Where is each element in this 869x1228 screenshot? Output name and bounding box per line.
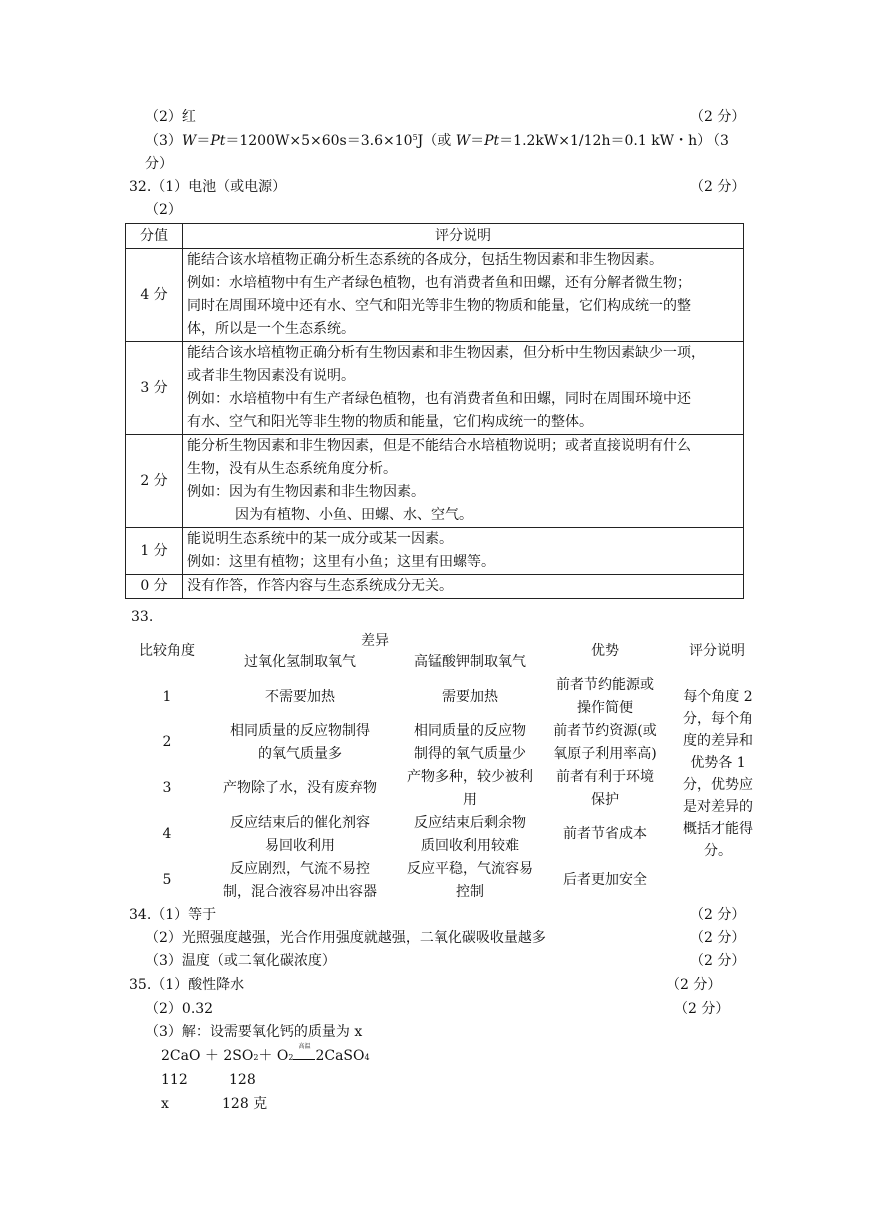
rubric-points: 4 分 — [126, 249, 183, 342]
q33-scoring-note — [675, 686, 761, 862]
kmno4-line: 相同质量的反应物 — [414, 723, 526, 739]
eq-reactants: 2CaO ＋ 2SO — [161, 1048, 254, 1064]
note-line: 是对差异的 — [683, 799, 753, 815]
q35-mass-cao: 112 — [161, 1072, 188, 1088]
desc-line: 有水、空气和阳光等非生物的物质和能量，它们构成统一的整体。 — [187, 414, 593, 430]
q32-part2-label: （2） — [145, 202, 182, 218]
note-line: 优势各 1 — [690, 755, 746, 771]
rubric-points: 3 分 — [126, 342, 183, 435]
q33-header-kmno4: 高锰酸钾制取氧气 — [414, 654, 526, 670]
kmno4-line: 制得的氧气质量少 — [414, 746, 526, 762]
rubric-row — [126, 435, 744, 528]
q33-row-kmno4 — [395, 766, 545, 812]
rubric-desc — [183, 342, 744, 435]
eq-arrow — [293, 1043, 315, 1060]
var-w-2: W — [455, 133, 471, 149]
desc-line: 体，所以是一个生态系统。 — [187, 321, 355, 337]
eq-o: ＋ O — [258, 1048, 289, 1064]
q35-part1: 35.（1）酸性降水 — [129, 977, 245, 993]
q35-x: x — [161, 1096, 169, 1112]
note-line: 概括才能得 — [683, 821, 753, 837]
h2o2-line: 的氧气质量多 — [258, 746, 342, 762]
rubric-row — [126, 342, 744, 435]
q31-part2-score: （2 分） — [690, 109, 746, 125]
rubric-header-row — [126, 224, 744, 249]
eq-product: 2CaSO — [315, 1048, 365, 1064]
note-line: 度的差异和 — [683, 733, 753, 749]
q35-x-mass: 128 克 — [222, 1096, 268, 1112]
rubric-points: 2 分 — [126, 435, 183, 528]
desc-line: 能分析生物因素和非生物因素，但是不能结合水培植物说明；或者直接说明有什么 — [187, 438, 691, 454]
desc-line: 能说明生态系统中的某一成分或某一因素。 — [187, 531, 453, 547]
q31-part2: （2）红 — [145, 109, 196, 125]
desc-line: 例如：水培植物中有生产者绿色植物，也有消费者鱼和田螺，同时在周围环境中还 — [187, 391, 691, 407]
q34-part1-score: （2 分） — [690, 907, 746, 923]
q33-row-advantage: 前者节省成本 — [563, 826, 647, 842]
desc-line: 生物，没有从生态系统角度分析。 — [187, 461, 397, 477]
h2o2-line: 制，混合液容易冲出容器 — [223, 884, 377, 900]
q33-row-h2o2 — [205, 858, 395, 904]
q33-row-kmno4 — [392, 858, 548, 904]
note-line: 分。 — [704, 843, 732, 859]
rubric-desc — [183, 528, 744, 575]
eq-condition: 高温 — [298, 1043, 311, 1050]
adv-line: 操作简便 — [577, 700, 633, 716]
h2o2-line: 易回收利用 — [265, 838, 335, 854]
q33-row-advantage — [540, 674, 670, 720]
kmno4-line: 产物多种，较少被利 — [407, 769, 533, 785]
q33-header-diff: 差异 — [361, 633, 389, 649]
desc-line: 或者非生物因素没有说明。 — [187, 368, 355, 384]
q33-row-advantage — [540, 720, 670, 766]
q34-part1: 34.（1）等于 — [129, 907, 217, 923]
desc-line: 例如：这里有植物；这里有小鱼；这里有田螺等。 — [187, 554, 495, 570]
q35-part3: （3）解：设需要氧化钙的质量为 x — [145, 1024, 363, 1040]
adv-line: 保护 — [591, 792, 619, 808]
eq-sub: 2 — [253, 1053, 259, 1062]
adv-line: 前者节约能源或 — [556, 677, 654, 693]
calc-2: ＝1.2kW×1/12h＝0.1 kW・h） — [499, 133, 712, 149]
header-desc: 评分说明 — [183, 224, 744, 249]
q35-part1-score: （2 分） — [666, 977, 722, 993]
adv-line: 前者有利于环境 — [556, 769, 654, 785]
q31-label: （3） — [145, 133, 182, 149]
var-pt-2: Pt — [484, 133, 500, 149]
q34-part3-score: （2 分） — [690, 953, 746, 969]
q31-part3-score-b: 分） — [145, 156, 173, 172]
q35-part2: （2）0.32 — [145, 1001, 214, 1017]
desc-line: 同时在周围环境中还有水、空气和阳光等非生物的物质和能量，它们构成统一的整 — [187, 298, 691, 314]
q35-mass-so2: 128 — [229, 1072, 256, 1088]
eq-sign-2: ＝ — [470, 133, 485, 149]
eq-line — [293, 1059, 315, 1060]
adv-line: 氧原子利用率高) — [553, 746, 657, 762]
kmno4-line: 反应结束后剩余物 — [414, 815, 526, 831]
rubric-desc — [183, 435, 744, 528]
q34-part2: （2）光照强度越强，光合作用强度就越强，二氧化碳吸收量越多 — [145, 930, 546, 946]
desc-line: 例如：因为有生物因素和非生物因素。 — [187, 484, 425, 500]
header-points: 分值 — [126, 224, 183, 249]
h2o2-line: 相同质量的反应物制得 — [230, 723, 370, 739]
q33-row-number: 1 — [162, 689, 172, 705]
q35-part2-score: （2 分） — [674, 1001, 730, 1017]
q33-row-number: 4 — [162, 826, 172, 842]
calc-1: ＝1200W×5×60s＝3.6×10 — [225, 133, 413, 149]
eq-sign: ＝ — [196, 133, 211, 149]
rubric-points: 1 分 — [126, 528, 183, 575]
eq-sub: 2 — [288, 1053, 294, 1062]
q33-row-h2o2: 不需要加热 — [265, 689, 335, 705]
kmno4-line: 质回收利用较难 — [421, 838, 519, 854]
q33-header-angle: 比较角度 — [139, 643, 195, 659]
eq-sub: 4 — [364, 1053, 370, 1062]
rubric-desc — [183, 575, 744, 599]
adv-line: 前者节约资源(或 — [553, 723, 657, 739]
desc-line: 没有作答，作答内容与生态系统成分无关。 — [187, 578, 453, 594]
rubric-points: 0 分 — [126, 575, 183, 599]
rubric-row — [126, 575, 744, 599]
q33-row-h2o2 — [210, 720, 390, 766]
q33-row-h2o2 — [210, 812, 390, 858]
h2o2-line: 反应剧烈，气流不易控 — [230, 861, 370, 877]
q32-rubric-table — [125, 223, 744, 599]
q35-equation — [161, 1043, 370, 1065]
h2o2-line: 反应结束后的催化剂容 — [230, 815, 370, 831]
note-line: 分，优势应 — [683, 777, 753, 793]
note-line: 每个角度 2 — [683, 689, 753, 705]
rubric-row — [126, 249, 744, 342]
unit-j: J（或 — [417, 133, 456, 149]
q33-row-h2o2: 产物除了水，没有废弃物 — [223, 780, 377, 796]
q31-part3-score-a: （3 — [706, 133, 729, 149]
q33-header-advantage: 优势 — [591, 643, 619, 659]
q33-row-advantage — [540, 766, 670, 812]
kmno4-line: 用 — [463, 792, 477, 808]
exponent: 5 — [412, 133, 418, 142]
kmno4-line: 控制 — [456, 884, 484, 900]
q33-header-note: 评分说明 — [689, 643, 745, 659]
desc-line: 能结合该水培植物正确分析有生物因素和非生物因素，但分析中生物因素缺少一项， — [187, 345, 705, 361]
kmno4-line: 反应平稳，气流容易 — [407, 861, 533, 877]
desc-line: 因为有植物、小鱼、田螺、水、空气。 — [235, 507, 473, 523]
q33-row-kmno4: 需要加热 — [442, 689, 498, 705]
q33-row-advantage: 后者更加安全 — [563, 872, 647, 888]
q33-label: 33. — [131, 609, 154, 625]
q34-part2-score: （2 分） — [690, 930, 746, 946]
q32-part1: 32.（1）电池（或电源） — [129, 179, 287, 195]
q32-part1-score: （2 分） — [690, 179, 746, 195]
note-line: 分，每个角 — [683, 711, 753, 727]
rubric-desc — [183, 249, 744, 342]
q31-part3-formula — [145, 132, 711, 150]
q34-part3: （3）温度（或二氧化碳浓度） — [145, 953, 336, 969]
desc-line: 能结合该水培植物正确分析生态系统的各成分，包括生物因素和非生物因素。 — [187, 252, 663, 268]
q33-header-h2o2: 过氧化氢制取氧气 — [244, 654, 356, 670]
q33-row-kmno4 — [395, 720, 545, 766]
q33-row-number: 3 — [162, 780, 172, 796]
q33-row-number: 5 — [162, 872, 172, 888]
desc-line: 例如：水培植物中有生产者绿色植物，也有消费者鱼和田螺，还有分解者微生物； — [187, 275, 691, 291]
rubric-row — [126, 528, 744, 575]
var-pt: Pt — [210, 133, 226, 149]
var-w: W — [181, 133, 197, 149]
q33-row-number: 2 — [162, 734, 172, 750]
q33-row-kmno4 — [395, 812, 545, 858]
